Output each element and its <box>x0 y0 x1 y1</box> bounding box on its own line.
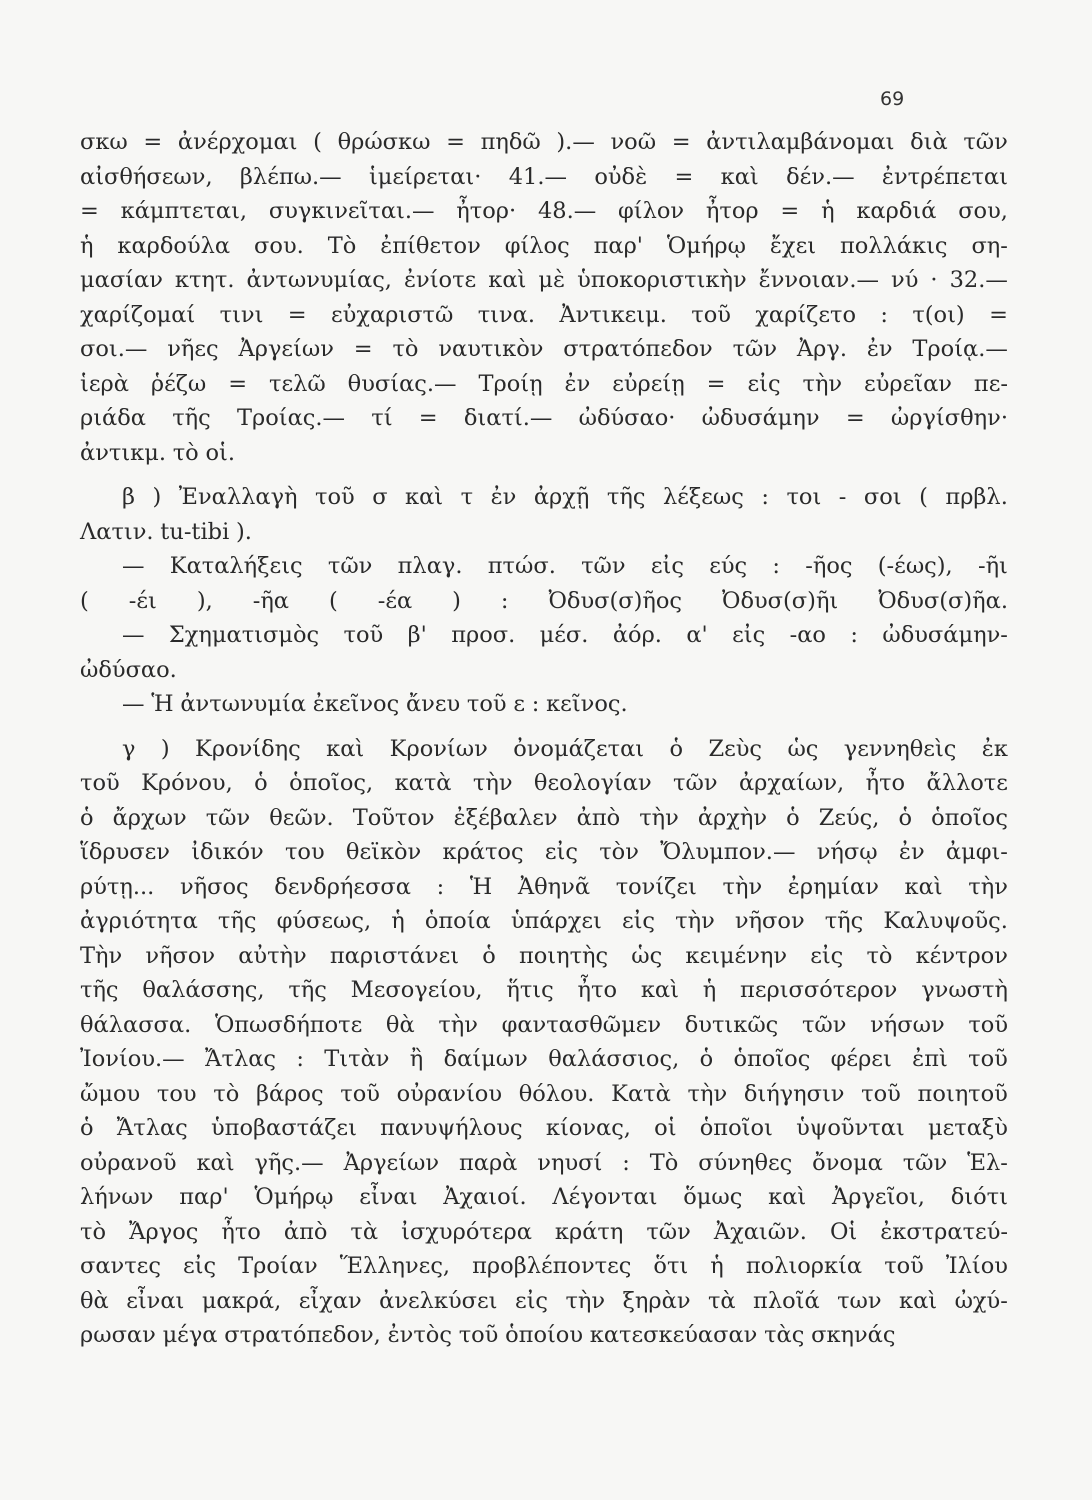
text-line: θὰ εἶναι μακρά, εἶχαν ἀνελκύσει εἰς τὴν ξηρὰν τὰ πλοῖά των καὶ ὠχύ- <box>80 1287 1008 1314</box>
text-line: λήνων παρ' Ὁμήρῳ εἶναι Ἀχαιοί. Λέγονται ὅμως καὶ Ἀργεῖοι, διότι <box>80 1184 1008 1210</box>
text-line: Τὴν νῆσον αὐτὴν παριστάνει ὁ ποιητὴς ὡς κειμένην εἰς τὸ κέντρον <box>80 942 1008 969</box>
text-line: σκω = ἀνέρχομαι ( θρώσκω = πηδῶ ).— νοῶ = ἀντιλαμβάνομαι διὰ τῶν <box>80 129 1008 155</box>
text-line: σοι.— νῆες Ἀργείων = τὸ ναυτικὸν στρατόπεδον τῶν Ἀργ. ἐν Τροίᾳ.— <box>80 336 1008 362</box>
paragraph-gap <box>80 470 1008 480</box>
text-line: — Ἡ ἀντωνυμία ἐκεῖνος ἄνευ τοῦ ε : κεῖνος. <box>122 691 628 717</box>
text-line: οὐρανοῦ καὶ γῆς.— Ἀργείων παρὰ νηυσί : Τὸ σύνηθες ὄνομα τῶν Ἑλ- <box>80 1149 1008 1176</box>
text-line: αἰσθήσεων, βλέπω.— ἱμείρεται· 41.— οὐδὲ = καὶ δέν.— ἐντρέπεται <box>80 163 1008 190</box>
text-line: ρύτῃ... νῆσος δενδρήεσσα : Ἡ Ἀθηνᾶ τονίζει τὴν ἐρημίαν καὶ τὴν <box>80 873 1008 900</box>
text-line: ριάδα τῆς Τροίας.— τί = διατί.— ὠδύσαο· ὠδυσάμην = ὠργίσθην· <box>80 405 1008 431</box>
text-line: ὠδύσαο. <box>80 656 177 683</box>
text-line: ( -έι ), -ῆα ( -έα ) : Ὀδυσ(σ)ῆος Ὀδυσ(σ)ῆι Ὀδυσ(σ)ῆα. <box>80 587 1008 614</box>
text-line: τῆς θαλάσσης, τῆς Μεσογείου, ἥτις ἦτο καὶ ἡ περισσότερον γνωστὴ <box>80 977 1008 1003</box>
text-line: Λατιν. tu-tibi ). <box>80 518 252 545</box>
text-line: ἀγριότητα τῆς φύσεως, ἡ ὁποία ὑπάρχει εἰς τὴν νῆσον τῆς Καλυψοῦς. <box>80 908 1008 934</box>
text-line: ἱερὰ ῥέζω = τελῶ θυσίας.— Τροίῃ ἐν εὐρείῃ = εἰς τὴν εὐρεῖαν πε- <box>80 370 1008 397</box>
body-text <box>80 125 1008 1353</box>
text-line: σαντες εἰς Τροίαν Ἕλληνες, προβλέποντες ὅτι ἡ πολιορκία τοῦ Ἰλίου <box>80 1253 1008 1279</box>
text-line: — Σχηματισμὸς τοῦ β' προσ. μέσ. ἀόρ. α' εἰς -αο : ὠδυσάμην- <box>122 622 1008 648</box>
text-line: ὤμου του τὸ βάρος τοῦ οὐρανίου θόλου. Κατὰ τὴν διήγησιν τοῦ ποιητοῦ <box>80 1080 1008 1107</box>
text-line: ἡ καρδούλα σου. Τὸ ἐπίθετον φίλος παρ' Ὁμήρῳ ἔχει πολλάκις ση- <box>80 232 1008 259</box>
paragraph-gap <box>80 722 1008 732</box>
text-line: τοῦ Κρόνου, ὁ ὁποῖος, κατὰ τὴν θεολογίαν τῶν ἀρχαίων, ἦτο ἄλλοτε <box>80 770 1008 796</box>
text-line: ἀντικμ. τὸ οἱ. <box>80 439 236 466</box>
text-line: Ἰονίου.— Ἄτλας : Τιτὰν ἢ δαίμων θαλάσσιος, ὁ ὁποῖος φέρει ἐπὶ τοῦ <box>80 1046 1008 1072</box>
text-line: θάλασσα. Ὁπωσδήποτε θὰ τὴν φαντασθῶμεν δυτικῶς τῶν νήσων τοῦ <box>80 1011 1008 1038</box>
text-line: β ) Ἐναλλαγὴ τοῦ σ καὶ τ ἐν ἀρχῇ τῆς λέξεως : τοι - σοι ( πρβλ. <box>122 484 1008 510</box>
text-line: μασίαν κτητ. ἀντωνυμίας, ἐνίοτε καὶ μὲ ὑποκοριστικὴν ἔννοιαν.— νύ · 32.— <box>80 267 1008 293</box>
text-line: ὁ Ἄτλας ὑποβαστάζει πανυψήλους κίονας, οἱ ὁποῖοι ὑψοῦνται μεταξὺ <box>80 1115 1008 1141</box>
text-line: ρωσαν μέγα στρατόπεδον, ἐντὸς τοῦ ὁποίου κατεσκεύασαν τὰς σκηνάς <box>80 1322 896 1348</box>
text-line: χαρίζομαί τινι = εὐχαριστῶ τινα. Ἀντικειμ. τοῦ χαρίζετο : τ(οι) = <box>80 301 1008 328</box>
text-line: ὁ ἄρχων τῶν θεῶν. Τοῦτον ἐξέβαλεν ἀπὸ τὴν ἀρχὴν ὁ Ζεύς, ὁ ὁποῖος <box>80 804 1008 831</box>
text-line: — Καταλήξεις τῶν πλαγ. πτώσ. τῶν εἰς εύς : -ῆος (-έως), -ῆι <box>122 553 1008 579</box>
text-line: γ ) Κρονίδης καὶ Κρονίων ὀνομάζεται ὁ Ζεὺς ὡς γεννηθεὶς ἐκ <box>122 735 1008 762</box>
text-line: ἵδρυσεν ἰδικόν του θεϊκὸν κράτος εἰς τὸν Ὄλυμπον.— νήσῳ ἐν ἀμφι- <box>80 839 1008 865</box>
text-line: τὸ Ἄργος ἦτο ἀπὸ τὰ ἰσχυρότερα κράτη τῶν Ἀχαιῶν. Οἱ ἐκστρατεύ- <box>80 1218 1008 1245</box>
page-number: 69 <box>880 88 905 110</box>
text-line: = κάμπτεται, συγκινεῖται.— ἦτορ· 48.— φίλον ἦτορ = ἡ καρδιά σου, <box>80 198 1008 224</box>
